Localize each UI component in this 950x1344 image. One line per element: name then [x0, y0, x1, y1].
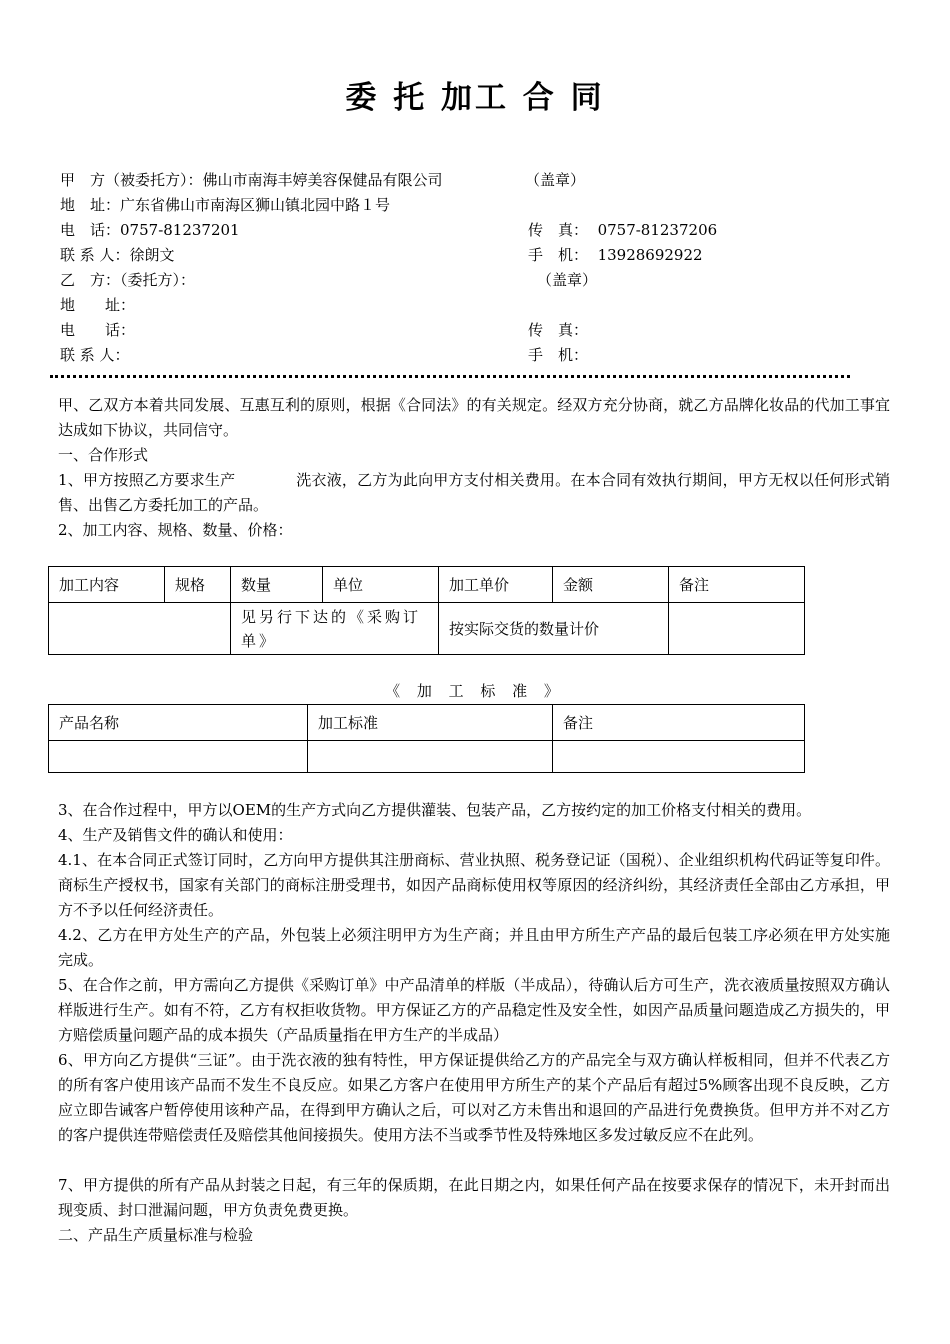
party-a-phone-line [60, 218, 240, 243]
party-a-seal: （盖章） [525, 171, 586, 189]
table-cell [308, 741, 553, 773]
table-header-cell: 产品名称 [49, 705, 308, 741]
party-a-contact-label: 联 系 人： [60, 246, 130, 264]
table-row [49, 741, 805, 773]
section1-heading: 一、合作形式 [58, 446, 149, 464]
party-a-contact-line [60, 243, 175, 268]
party-a-fax: 0757-81237206 [597, 221, 718, 239]
party-b-contact-label: 联 系 人： [60, 346, 130, 364]
party-a-phone-label: 电 话： [60, 221, 121, 239]
table-header-cell: 数量 [231, 567, 323, 603]
party-b-seal: （盖章） [537, 271, 598, 289]
party-a-name: 佛山市南海丰婷美容保健品有限公司 [202, 171, 443, 189]
party-a-fax-label: 传 真： [528, 221, 589, 239]
party-b-label: 乙 方：（委托方）： [60, 271, 196, 289]
clause-7: 7、甲方提供的所有产品从封装之日起，有三年的保质期，在此日期之内，如果任何产品在按要求保存的情况下，未开封而出现变质、封口泄漏问题，甲方负责免费更换。 [58, 1176, 890, 1219]
document-title: 委 托 加工 合 同 [345, 80, 605, 116]
table-header-cell: 单位 [323, 567, 439, 603]
table-cell [553, 741, 805, 773]
clause-5: 5、在合作之前，甲方需向乙方提供《采购订单》中产品清单的样版（半成品），待确认后方可生产，洗衣液质量按照双方确认样版进行生产。如有不符，乙方有权拒收货物。甲方保证乙方的产品稳定性及安全性，如因产品质量问题造成乙方损失的，甲方赔偿质量问题产品的成本损失（产品质量指在甲方生产的半成品） [58, 976, 890, 1044]
standards-caption: 《 加 工 标 准 》 [385, 682, 565, 700]
party-a-address-label: 地 址： [60, 196, 121, 214]
table-cell-pricing: 按实际交货的数量计价 [439, 603, 669, 655]
processing-table [48, 566, 805, 655]
table-cell-order: 见另行下达的《采购订单》 [231, 603, 439, 655]
party-a-mobile-label: 手 机： [528, 246, 589, 264]
party-a-address: 广东省佛山市南海区狮山镇北园中路１号 [120, 196, 391, 214]
standards-table [48, 704, 805, 773]
clause-4-1: 4.1、在本合同正式签订同时，乙方向甲方提供其注册商标、营业执照、税务登记证（国税）、企业组织机构代码证等复印件。商标生产授权书，国家有关部门的商标注册受理书，如因产品商标使用权等原因的经济纠纷，其经济责任全部由乙方承担，甲方不予以任何经济责任。 [58, 851, 890, 919]
party-a-phone: 0757-81237201 [120, 221, 240, 239]
table-header-cell: 金额 [553, 567, 669, 603]
clause-1: 1、甲方按照乙方要求生产 洗衣液，乙方为此向甲方支付相关费用。在本合同有效执行期间，甲方无权以任何形式销售、出售乙方委托加工的产品。 [58, 471, 890, 514]
intro-paragraph: 甲、乙双方本着共同发展、互惠互利的原则，根据《合同法》的有关规定。经双方充分协商，就乙方品牌化妆品的代加工事宜达成如下协议，共同信守。 [58, 396, 890, 439]
party-b-address-label: 地 址： [60, 296, 136, 314]
table-header-row [49, 567, 805, 603]
table-header-cell: 规格 [165, 567, 231, 603]
party-a-label: 甲 方（被委托方）： [60, 171, 203, 189]
party-a-line [60, 168, 443, 193]
party-a-fax-line [528, 218, 717, 243]
clause-2: 2、加工内容、规格、数量、价格： [58, 521, 293, 539]
dotted-divider [50, 375, 850, 378]
table-header-cell: 加工单价 [439, 567, 553, 603]
clause-6: 6、甲方向乙方提供“三证”。由于洗衣液的独有特性，甲方保证提供给乙方的产品完全与双方确认样板相同，但并不代表乙方的所有客户使用该产品而不发生不良反应。如果乙方客户在使用甲方所生产的某个产品后有超过5%顾客出现不良反映，乙方应立即告诫客户暂停使用该种产品，在得到甲方确认之后，可以对乙方未售出和退回的产品进行免费换货。但甲方并不对乙方的客户提供连带赔偿责任及赔偿其他间接损失。使用方法不当或季节性及特殊地区多发过敏反应不在此列。 [58, 1051, 890, 1144]
clause-4-2: 4.2、乙方在甲方处生产的产品，外包装上必须注明甲方为生产商；并且由甲方所生产产品的最后包装工序必须在甲方处实施完成。 [58, 926, 890, 969]
table-header-cell: 备注 [553, 705, 805, 741]
section2-heading: 二、产品生产质量标准与检验 [58, 1226, 254, 1244]
party-a-address-line [60, 193, 390, 218]
party-b-mobile-label: 手 机： [528, 346, 589, 364]
party-a-mobile-line [528, 243, 703, 268]
clause-4: 4、生产及销售文件的确认和使用： [58, 826, 293, 844]
table-header-cell: 加工标准 [308, 705, 553, 741]
party-b-phone-label: 电 话： [60, 321, 136, 339]
table-cell [49, 603, 231, 655]
party-a-contact: 徐朗文 [129, 246, 175, 264]
clause-3: 3、在合作过程中，甲方以OEM的生产方式向乙方提供灌装、包装产品，乙方按约定的加工价格支付相关的费用。 [58, 801, 812, 819]
table-header-row [49, 705, 805, 741]
table-header-cell: 加工内容 [49, 567, 165, 603]
table-header-cell: 备注 [669, 567, 805, 603]
table-cell [669, 603, 805, 655]
party-b-fax-label: 传 真： [528, 321, 589, 339]
party-a-mobile: 13928692922 [597, 246, 703, 264]
table-cell [49, 741, 308, 773]
table-row [49, 603, 805, 655]
